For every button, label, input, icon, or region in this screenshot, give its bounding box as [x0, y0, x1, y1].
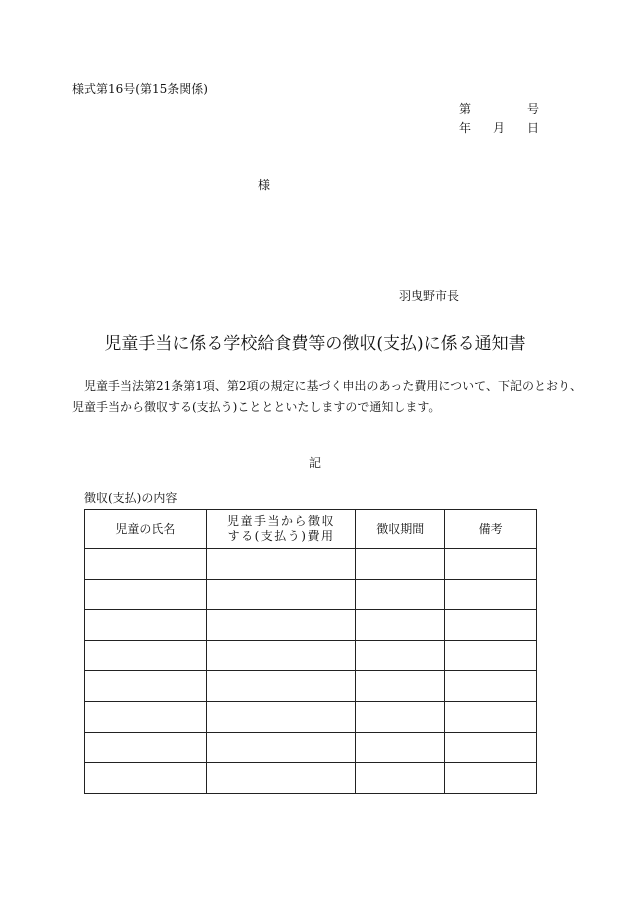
table-row: [85, 579, 537, 610]
cell-period[interactable]: [356, 640, 445, 671]
header-child-name: 児童の氏名: [85, 510, 207, 549]
cell-child-name[interactable]: [85, 732, 207, 763]
cell-fee[interactable]: [206, 671, 356, 702]
header-fee-line-1: 児童手当から徴収: [227, 514, 336, 528]
form-number: 様式第16号(第15条関係): [72, 82, 208, 96]
header-period: 徴収期間: [356, 510, 445, 549]
table-row: [85, 610, 537, 641]
cell-remarks[interactable]: [445, 610, 537, 641]
cell-child-name[interactable]: [85, 549, 207, 580]
document-number-line: [459, 100, 539, 117]
cell-child-name[interactable]: [85, 701, 207, 732]
body-line-1: 児童手当法第21条第1項、第2項の規定に基づく申出のあった費用について、下記のとおり、: [84, 379, 582, 393]
number-suffix: 号: [526, 102, 539, 116]
cell-child-name[interactable]: [85, 640, 207, 671]
cell-remarks[interactable]: [445, 732, 537, 763]
cell-fee[interactable]: [206, 732, 356, 763]
cell-period[interactable]: [356, 763, 445, 794]
cell-child-name[interactable]: [85, 763, 207, 794]
body-line-2: 児童手当から徴収する(支払う)こととといたしますので通知します。: [72, 400, 441, 414]
cell-fee[interactable]: [206, 763, 356, 794]
table-row: [85, 640, 537, 671]
table-row: [85, 549, 537, 580]
cell-period[interactable]: [356, 701, 445, 732]
collection-table: [84, 509, 537, 794]
table-caption: 徴収(支払)の内容: [84, 491, 178, 505]
body-text: [72, 376, 582, 418]
cell-child-name[interactable]: [85, 610, 207, 641]
cell-period[interactable]: [356, 549, 445, 580]
table-row: [85, 701, 537, 732]
cell-fee[interactable]: [206, 579, 356, 610]
table-row: [85, 763, 537, 794]
table-header-row: [85, 510, 537, 549]
cell-period[interactable]: [356, 732, 445, 763]
document-title: 児童手当に係る学校給食費等の徴収(支払)に係る通知書: [104, 334, 526, 354]
cell-remarks[interactable]: [445, 763, 537, 794]
addressee-honorific: 様: [258, 178, 271, 192]
cell-remarks[interactable]: [445, 671, 537, 702]
cell-period[interactable]: [356, 610, 445, 641]
cell-remarks[interactable]: [445, 640, 537, 671]
table-row: [85, 671, 537, 702]
cell-fee[interactable]: [206, 610, 356, 641]
date-line: [459, 119, 539, 136]
date-day: 日: [526, 121, 539, 135]
number-prefix: 第: [459, 102, 472, 116]
cell-period[interactable]: [356, 671, 445, 702]
cell-remarks[interactable]: [445, 549, 537, 580]
cell-fee[interactable]: [206, 549, 356, 580]
cell-fee[interactable]: [206, 640, 356, 671]
cell-remarks[interactable]: [445, 701, 537, 732]
table-row: [85, 732, 537, 763]
cell-child-name[interactable]: [85, 671, 207, 702]
date-year: 年: [459, 121, 472, 135]
header-fee: [206, 510, 356, 549]
issuer-name: 羽曳野市長: [399, 289, 460, 303]
date-month: 月: [492, 121, 505, 135]
cell-period[interactable]: [356, 579, 445, 610]
cell-remarks[interactable]: [445, 579, 537, 610]
cell-child-name[interactable]: [85, 579, 207, 610]
header-fee-line-2: する(支払う)費用: [227, 529, 335, 543]
cell-fee[interactable]: [206, 701, 356, 732]
ki-heading: 記: [308, 456, 321, 470]
header-remarks: 備考: [445, 510, 537, 549]
